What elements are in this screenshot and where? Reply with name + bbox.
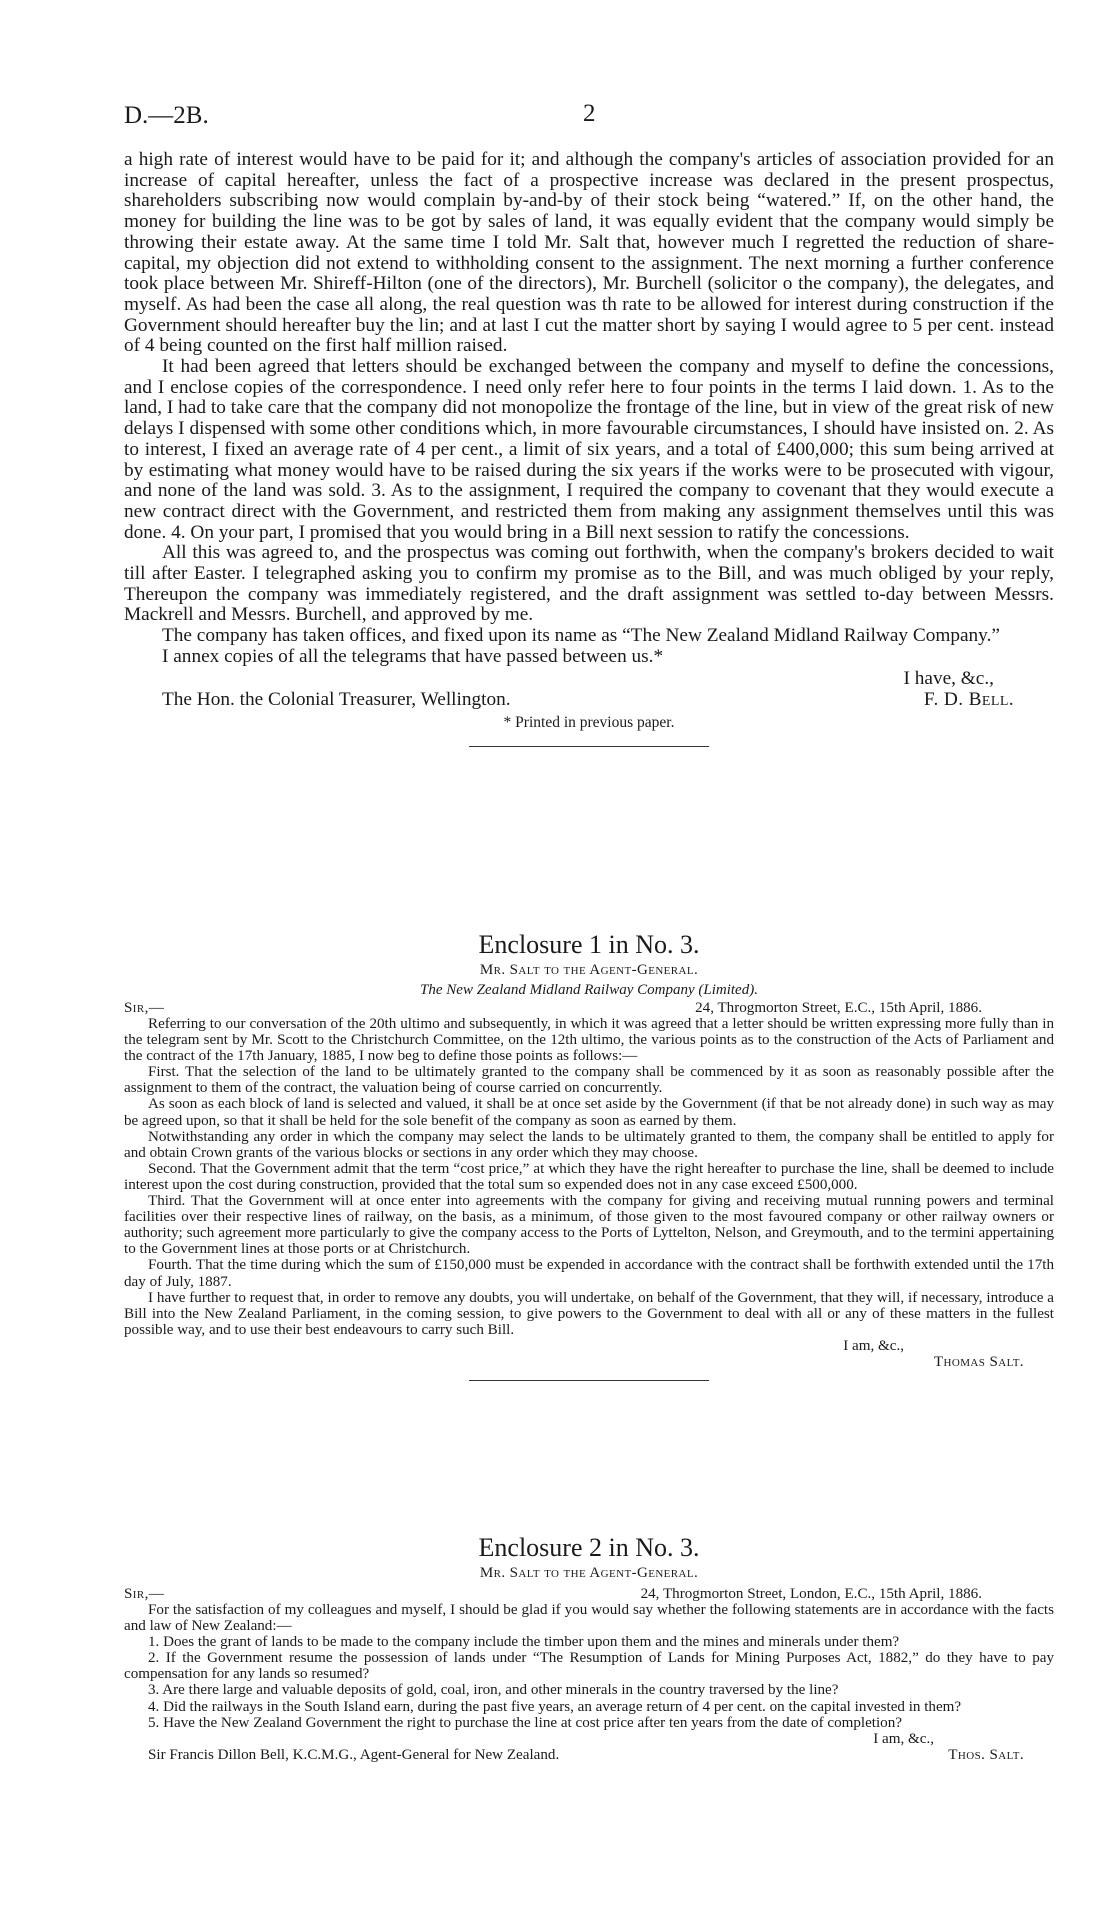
enclosure-title: Enclosure 2 in No. 3. [478, 1533, 700, 1562]
signature: Thomas Salt. [933, 1353, 1024, 1370]
salutation-row [124, 1586, 1054, 1602]
company-name: The New Zealand Midland Railway Company (Limited). [420, 982, 758, 998]
enclosure-2-heading [124, 1525, 1054, 1583]
sender-address: 24, Throgmorton Street, London, E.C., 15th April, 1886. [640, 1586, 982, 1602]
paragraph: 3. Are there large and valuable deposits of gold, coal, iron, and other minerals in the country traversed by the line? [148, 1682, 839, 1699]
closing-row [124, 1338, 1054, 1354]
letter-body [124, 150, 1054, 757]
signature: F. D. Bell. [923, 688, 1014, 710]
enclosure-title: Enclosure 1 in No. 3. [478, 930, 700, 959]
paragraph: The company has taken offices, and fixed upon its name as “The New Zealand Midland Railway Company.” [162, 625, 1000, 647]
paragraph: 5. Have the New Zealand Government the right to purchase the line at cost price after ten years from the date of completion? [148, 1714, 902, 1731]
enclosure-subtitle: Mr. Salt to the Agent-General. [479, 1565, 699, 1581]
footnote: * Printed in previous paper. [503, 713, 675, 731]
salutation-row [124, 1000, 1054, 1016]
enclosure-1-heading [124, 922, 1054, 1000]
paragraph: All this was agreed to, and the prospectus was coming out forthwith, when the company's brokers decided to wait till after Easter. I telegraphed asking you to confirm my promise as to the Bill, and was much obliged by your reply, Thereupon the company was immediately registered, and the draft assignment was settled to-day between Messrs. Mackrell and Messrs. Burchell, and approved by me. [124, 542, 1054, 626]
closing: I have, &c., [903, 667, 994, 689]
closing: I am, &c., [873, 1730, 934, 1747]
document-reference: D.—2B. [124, 102, 209, 129]
closing-row [124, 668, 1054, 689]
paragraph: 2. If the Government resume the possession of lands under “The Resumption of Lands for Mining Purposes Act, 1882,” do they have to pay compensation for any lands so resumed? [124, 1650, 1054, 1683]
paragraph: As soon as each block of land is selected and valued, it shall be at once set aside by the Government (if that be not already done) in such way as may be agreed upon, so that it shall be held for the sole benefit of the company as soon as earned by them. [124, 1096, 1054, 1129]
paragraph: 4. Did the railways in the South Island earn, during the past five years, an average return of 4 per cent. on the capital invested in them? [148, 1698, 962, 1715]
paragraph: First. That the selection of the land to be ultimately granted to the company shall be commenced by it as soon as reasonably possible after the assignment to them of the contract, the valuation being of course carried on concurrently. [124, 1064, 1054, 1097]
page-number: 2 [583, 100, 596, 127]
paragraph: I have further to request that, in order to remove any doubts, you will undertake, on behalf of the Government, that they will, if necessary, introduce a Bill into the New Zealand Parliament, in the coming session, to give powers to the Government to deal with all or any of these matters in the fullest possible way, and to use their best endeavours to carry such Bill. [124, 1289, 1054, 1338]
paragraph: a high rate of interest would have to be paid for it; and although the company's articles of association provided for an increase of capital hereafter, unless the fact of a prospective increase was declared in the present prospectus, shareholders subscribing now would complain by-and-by of their stock being “watered.” If, on the other hand, the money for building the line was to be got by sales of land, it was equally evident that the company would simply be throwing their estate away. At the same time I told Mr. Salt that, however much I regretted the reduction of share-capital, my objection did not extend to withholding consent to the assignment. The next morning a further conference took place between Mr. Shireff-Hilton (one of the directors), Mr. Burchell (solicitor o the company), the delegates, and myself. As had been the case all along, the real question was th rate to be allowed for interest during construction if the Government should hereafter buy the lin; and at last I cut the matter short by saying I would agree to 5 per cent. instead of 4 being counted on the first half million raised. [124, 149, 1054, 357]
paragraph: Notwithstanding any order in which the company may select the lands to be ultimately granted to them, the company shall be entitled to apply for and obtain Crown grants of the various blocks or sections in any order which they may choose. [124, 1128, 1054, 1161]
addressee: Sir Francis Dillon Bell, K.C.M.G., Agent-General for New Zealand. [148, 1746, 560, 1763]
paragraph: Second. That the Government admit that the term “cost price,” at which they have the right hereafter to purchase the line, shall be deemed to include interest upon the cost during construction, provided that the total sum so expended does not in any case exceed £500,000. [124, 1160, 1054, 1193]
paragraph: Third. That the Government will at once enter into agreements with the company for giving and receiving mutual running powers and terminal facilities over their respective lines of railway, on the basis, as a minimum, of those given to the most favoured company or other railway owners or authority; such agreement more particularly to give the company access to the Ports of Lyttelton, Nelson, and Greymouth, and to the termini appertaining to the Government lines at those ports or at Christchurch. [124, 1193, 1054, 1258]
paragraph: It had been agreed that letters should be exchanged between the company and myself to define the concessions, and I enclose copies of the correspondence. I need only refer here to four points in the terms I laid down. 1. As to the land, I had to take care that the company did not monopolize the frontage of the line, but in view of the great risk of new delays I dispensed with some other conditions which, in more favourable circumstances, I should have insisted on. 2. As to interest, I fixed an average rate of 4 per cent., a limit of six years, and a total of £400,000; this sum being arrived at by estimating what money would have to be raised during the six years if the works were to be prosecuted with vigour, and none of the land was sold. 3. As to the assignment, I required the company to covenant that they would execute a new contract direct with the Government, and restricted them from making any assignment themselves until this was done. 4. On your part, I promised that you would bring in a Bill next session to ratify the concessions. [124, 356, 1054, 543]
enclosure-2-body [124, 1586, 1054, 1763]
paragraph: For the satisfaction of my colleagues and myself, I should be glad if you would say whether the following statements are in accordance with the facts and law of New Zealand:— [124, 1602, 1054, 1635]
sender-address: 24, Throgmorton Street, E.C., 15th April, 1886. [695, 1000, 982, 1016]
enclosure-1-body [124, 1000, 1054, 1391]
signature: Thos. Salt. [948, 1746, 1024, 1763]
addressee-row [124, 1747, 1054, 1763]
closing: I am, &c., [843, 1337, 904, 1354]
addressee-row [124, 689, 1054, 710]
addressee: The Hon. the Colonial Treasurer, Wellington. [162, 688, 511, 710]
paragraph: I annex copies of all the telegrams that have passed between us.* [162, 645, 664, 667]
paragraph: Referring to our conversation of the 20th ultimo and subsequently, in which it was agreed that a letter should be written expressing more fully than in the telegram sent by Mr. Scott to the Christchurch Committee, on the 12th ultimo, the various points as to the construction of the Acts of Parliament and the contract of the 17th January, 1885, I now beg to define those points as follows:— [124, 1016, 1054, 1065]
divider [469, 1380, 709, 1381]
paragraph: Fourth. That the time during which the sum of £150,000 must be expended in accordance with the contract shall be forthwith extended until the 17th day of July, 1887. [124, 1257, 1054, 1290]
closing-row [124, 1731, 1054, 1747]
divider [469, 746, 709, 747]
enclosure-subtitle: Mr. Salt to the Agent-General. [479, 962, 699, 978]
salutation: Sir,— [124, 1000, 165, 1016]
paragraph: 1. Does the grant of lands to be made to the company include the timber upon them and the mines and minerals under them? [148, 1634, 900, 1651]
salutation: Sir,— [124, 1586, 165, 1602]
signature-row [124, 1354, 1054, 1370]
